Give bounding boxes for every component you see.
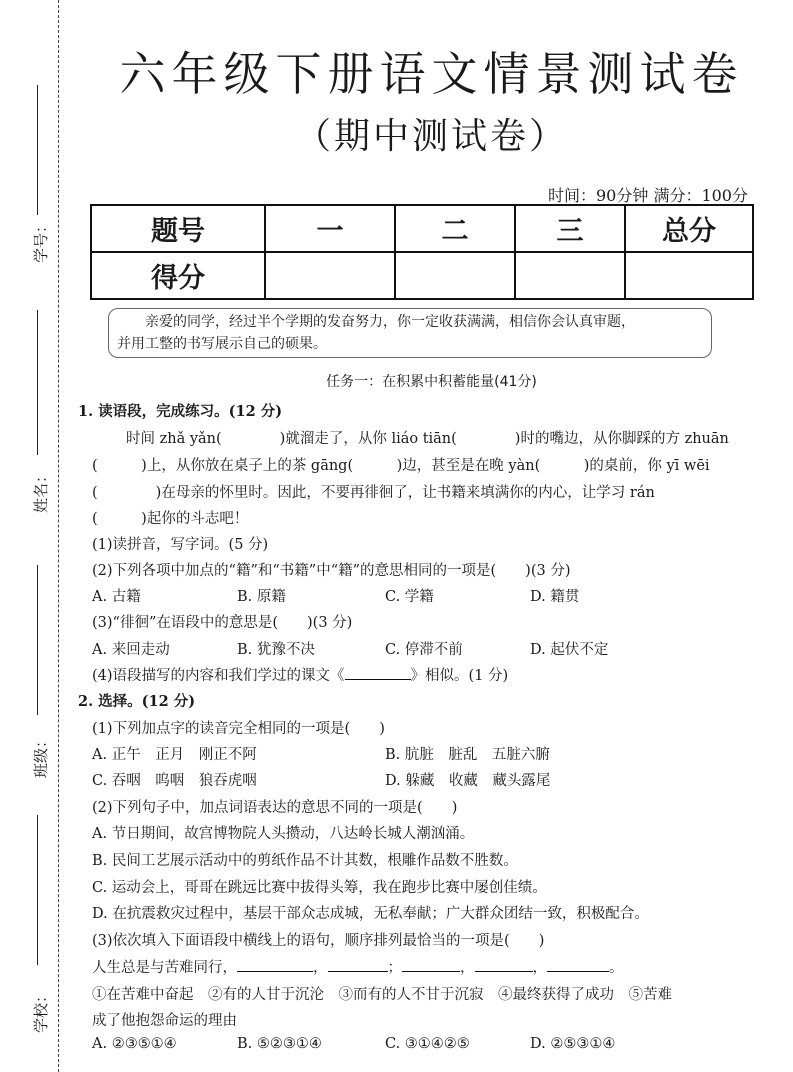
- passage-line: ( )上，从你放在桌子上的茶 gāng( )边，甚至是在晚 yàn( )的桌前，你 yī wēi: [92, 458, 710, 474]
- score-cell[interactable]: [515, 252, 625, 299]
- question-heading: 1. 读语段，完成练习。(12 分): [78, 403, 283, 420]
- notice-line: 亲爱的同学，经过半个学期的发奋努力，你一定收获满满，相信你会认真审题，: [145, 314, 635, 330]
- score-header: 三: [515, 205, 625, 252]
- passage-line: ( )起你的斗志吧！: [92, 511, 249, 527]
- option-a[interactable]: A. 正午 正月 刚正不阿: [92, 747, 257, 763]
- fill-sentence-text: 人生总是与苦难同行，: [92, 960, 237, 976]
- class-label: 班级：: [32, 732, 51, 779]
- answer-blank[interactable]: [237, 957, 313, 972]
- score-row-label: 得分: [91, 252, 265, 299]
- option-c[interactable]: C. 吞咽 呜咽 狼吞虎咽: [92, 773, 257, 789]
- sentence-items: 成了他抱怨命运的理由: [92, 1013, 237, 1029]
- score-header: 总分: [625, 205, 753, 252]
- option-c[interactable]: C. ③①④②⑤: [385, 1036, 470, 1052]
- sentence-items: ①在苦难中奋起 ②有的人甘于沉沦 ③而有的人不甘于沉寂 ④最终获得了成功 ⑤苦难: [92, 987, 672, 1003]
- passage-line: ( )在母亲的怀里时。因此，不要再徘徊了，让书籍来填满你的内心，让学习 rán: [92, 485, 655, 501]
- option-c[interactable]: C. 运动会上，哥哥在跳远比赛中拔得头筹，我在跑步比赛中屡创佳绩。: [92, 880, 547, 896]
- answer-blank[interactable]: [402, 957, 460, 972]
- option-a[interactable]: A. ②③⑤①④: [92, 1036, 177, 1052]
- sub-question: (1)读拼音，写字词。(5 分): [92, 537, 269, 553]
- answer-blank[interactable]: [475, 957, 533, 972]
- option-c[interactable]: C. 停滞不前: [385, 642, 463, 658]
- option-b[interactable]: B. ⑤②③①④: [237, 1036, 322, 1052]
- sidebar-line: [37, 85, 38, 215]
- sub-question: (3)“徘徊”在语段中的意思是( )(3 分): [92, 615, 353, 631]
- score-cell[interactable]: [395, 252, 515, 299]
- score-cell[interactable]: [265, 252, 395, 299]
- notice-line: 并用工整的书写展示自己的硕果。: [117, 336, 327, 352]
- option-c[interactable]: C. 学籍: [385, 589, 434, 605]
- score-header: 二: [395, 205, 515, 252]
- passage-line: 时间 zhǎ yǎn( )就溜走了，从你 liáo tiān( )时的嘴边，从你脚踩的方 zhuān: [126, 431, 729, 447]
- question-heading: 2. 选择。(12 分): [78, 693, 196, 710]
- sub-question: (1)下列加点字的读音完全相同的一项是( ): [92, 721, 385, 737]
- sub-question: (2)下列各项中加点的“籍”和“书籍”中“籍”的意思相同的一项是( )(3 分): [92, 563, 571, 579]
- option-d[interactable]: D. 起伏不定: [530, 642, 609, 658]
- score-cell[interactable]: [625, 252, 753, 299]
- sub-question: (3)依次填入下面语段中横线上的语句，顺序排列最恰当的一项是( ): [92, 933, 545, 949]
- option-d[interactable]: D. 躲藏 收藏 藏头露尾: [385, 773, 551, 789]
- task-heading: 任务一：在积累中积蓄能量(41分): [326, 374, 537, 390]
- sidebar-line: [37, 815, 38, 965]
- sub-question-text: 》相似。(1 分): [410, 668, 509, 684]
- page-title: 六年级下册语文情景测试卷: [119, 47, 744, 101]
- option-a[interactable]: A. 节日期间，故宫博物院人头攒动，八达岭长城人潮汹涌。: [92, 826, 475, 842]
- binding-dashed-line: [58, 0, 59, 1072]
- option-d[interactable]: D. ②⑤③①④: [530, 1036, 616, 1052]
- sub-question: (2)下列句子中，加点词语表达的意思不同的一项是( ): [92, 800, 458, 816]
- sub-question-text: (4)语段描写的内容和我们学过的课文《: [92, 668, 345, 684]
- option-a[interactable]: A. 古籍: [92, 589, 141, 605]
- option-b[interactable]: B. 犹豫不决: [237, 642, 315, 658]
- answer-blank[interactable]: [328, 957, 388, 972]
- page-subtitle: （期中测试卷）: [294, 116, 568, 157]
- school-label: 学校：: [32, 987, 51, 1034]
- option-d[interactable]: D. 籍贯: [530, 589, 580, 605]
- answer-blank[interactable]: [345, 665, 411, 680]
- option-b[interactable]: B. 民间工艺展示活动中的剪纸作品不计其数，根雕作品数不胜数。: [92, 853, 518, 869]
- option-b[interactable]: B. 原籍: [237, 589, 286, 605]
- notice-box: [108, 308, 712, 358]
- option-a[interactable]: A. 来回走动: [92, 642, 170, 658]
- score-header: 一: [265, 205, 395, 252]
- student-id-label: 学号：: [32, 217, 51, 264]
- score-header: 题号: [91, 205, 265, 252]
- option-d[interactable]: D. 在抗震救灾过程中，基层干部众志成城，无私奉献；广大群众团结一致，积极配合。: [92, 906, 649, 922]
- name-label: 姓名：: [32, 467, 51, 514]
- sub-question: [92, 664, 508, 685]
- sidebar-line: [37, 310, 38, 455]
- exam-meta: 时间：90分钟 满分：100分: [548, 186, 748, 205]
- score-table: [90, 204, 754, 300]
- option-b[interactable]: B. 肮脏 脏乱 五脏六腑: [385, 747, 550, 763]
- answer-blank[interactable]: [547, 957, 609, 972]
- fill-sentence: 人生总是与苦难同行， ， ； ， ， 。: [92, 956, 624, 977]
- sidebar-line: [37, 565, 38, 715]
